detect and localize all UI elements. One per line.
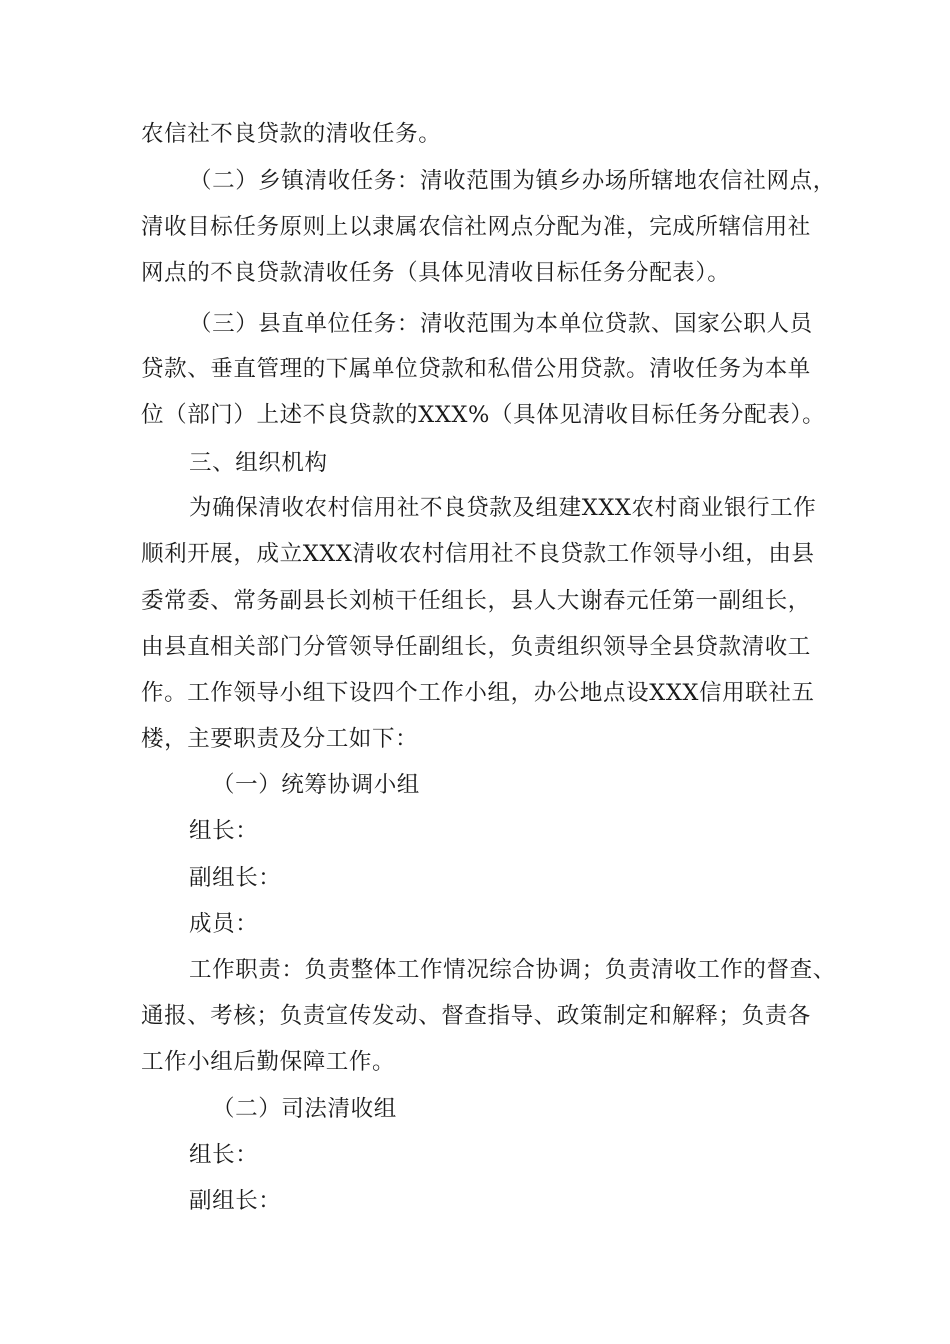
paragraph-line: 农信社不良贷款的清收任务。 xyxy=(141,121,442,147)
subsection-heading: （二）司法清收组 xyxy=(212,1096,397,1122)
paragraph-line: （三）县直单位任务：清收范围为本单位贷款、国家公职人员 xyxy=(189,311,813,337)
paragraph-line: 工作小组后勤保障工作。 xyxy=(141,1049,396,1075)
paragraph-line: 组长： xyxy=(189,818,259,844)
paragraph-line: 网点的不良贷款清收任务（具体见清收目标任务分配表）。 xyxy=(141,260,731,286)
paragraph-line: 副组长： xyxy=(189,1188,282,1214)
paragraph-line: 顺利开展，成立XXX清收农村信用社不良贷款工作领导小组，由县 xyxy=(141,541,815,567)
paragraph-line: 委常委、常务副县长刘桢干任组长，县人大谢春元任第一副组长， xyxy=(141,588,811,614)
paragraph-line: 作。工作领导小组下设四个工作小组，办公地点设XXX信用联社五 xyxy=(141,680,815,706)
paragraph-line: 成员： xyxy=(189,911,259,937)
section-heading: 三、组织机构 xyxy=(189,450,328,476)
paragraph-line: 通报、考核；负责宣传发动、督查指导、政策制定和解释；负责各 xyxy=(141,1003,811,1029)
paragraph-line: 组长： xyxy=(189,1142,259,1168)
paragraph-line: 由县直相关部门分管领导任副组长，负责组织领导全县贷款清收工 xyxy=(141,634,811,660)
paragraph-line: 副组长： xyxy=(189,865,282,891)
paragraph-line: 楼，主要职责及分工如下： xyxy=(141,726,419,752)
paragraph-line: 为确保清收农村信用社不良贷款及组建XXX农村商业银行工作 xyxy=(189,495,817,521)
paragraph-line: （二）乡镇清收任务：清收范围为镇乡办场所辖地农信社网点， xyxy=(189,168,836,194)
subsection-heading: （一）统筹协调小组 xyxy=(212,772,420,798)
paragraph-line: 贷款、垂直管理的下属单位贷款和私借公用贷款。清收任务为本单 xyxy=(141,356,811,382)
paragraph-line: 位（部门）上述不良贷款的XXX%（具体见清收目标任务分配表）。 xyxy=(141,402,826,428)
paragraph-line: 工作职责：负责整体工作情况综合协调；负责清收工作的督查、 xyxy=(189,957,836,983)
paragraph-line: 清收目标任务原则上以隶属农信社网点分配为准，完成所辖信用社 xyxy=(141,214,811,240)
